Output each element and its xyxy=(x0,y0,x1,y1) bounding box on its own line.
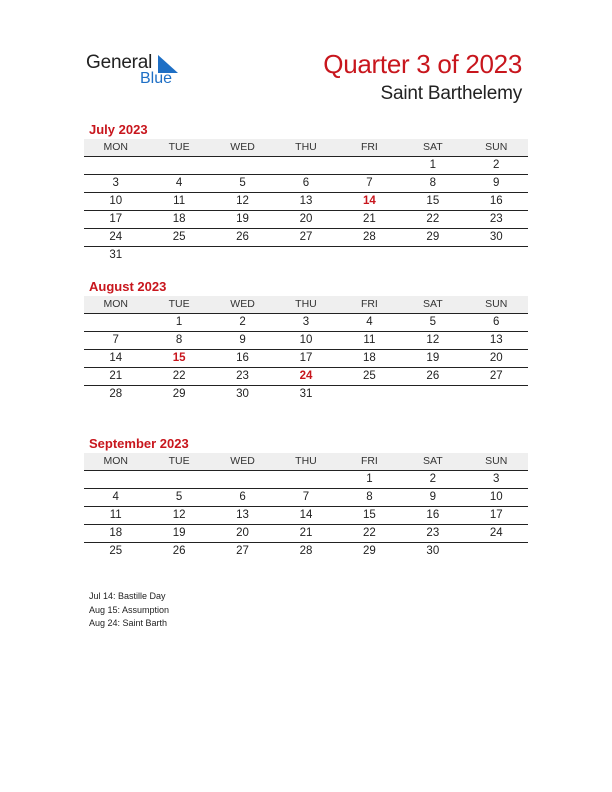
logo-text-general: General xyxy=(86,52,153,73)
week-row xyxy=(84,157,528,175)
day-cell: 5 xyxy=(429,316,437,328)
day-cell: 9 xyxy=(429,491,437,503)
month-name: August 2023 xyxy=(89,279,167,294)
week-row xyxy=(84,332,528,350)
day-cell xyxy=(465,247,528,264)
day-cell: 28 xyxy=(109,388,123,400)
holiday-notes xyxy=(89,590,169,631)
day-cell: 18 xyxy=(363,352,376,364)
day-cell xyxy=(401,386,464,403)
day-cell: 15 xyxy=(426,195,440,207)
weekday-label: SAT xyxy=(422,455,443,467)
day-cell: 12 xyxy=(236,195,249,207)
holiday-note: Aug 15: Assumption xyxy=(89,604,170,615)
day-cell: 26 xyxy=(172,545,186,557)
day-cell: 1 xyxy=(429,159,437,171)
day-cell: 13 xyxy=(489,334,503,346)
day-cell: 1 xyxy=(175,316,183,328)
day-cell xyxy=(147,157,210,174)
week-row xyxy=(84,247,528,264)
day-cell: 16 xyxy=(426,509,440,521)
day-cell: 10 xyxy=(299,334,313,346)
page-title: Quarter 3 of 2023 xyxy=(323,49,522,79)
holiday-note: Aug 24: Saint Barth xyxy=(89,618,168,628)
day-cell: 7 xyxy=(112,334,119,346)
week-row xyxy=(84,525,528,543)
week-row xyxy=(84,229,528,247)
day-cell: 12 xyxy=(172,509,186,521)
page-subtitle: Saint Barthelemy xyxy=(380,83,522,104)
day-cell: 14 xyxy=(299,509,313,521)
month-september xyxy=(84,435,528,560)
week-row xyxy=(84,368,528,386)
day-cell xyxy=(211,157,274,174)
generalblue-logo xyxy=(86,50,196,90)
day-cell: 19 xyxy=(236,213,249,225)
weekday-label: SAT xyxy=(422,141,443,153)
day-cell: 2 xyxy=(493,159,500,171)
week-row xyxy=(84,350,528,368)
day-cell: 10 xyxy=(109,195,123,207)
day-cell: 29 xyxy=(172,388,186,400)
day-cell: 6 xyxy=(302,177,310,189)
weekday-label: FRI xyxy=(360,141,378,153)
day-cell: 24 xyxy=(489,527,503,539)
day-cell: 20 xyxy=(236,527,249,539)
weekday-label: FRI xyxy=(360,455,378,467)
holiday-day-cell: 14 xyxy=(363,195,376,207)
day-cell: 4 xyxy=(112,491,119,503)
weekday-label: THU xyxy=(295,141,317,153)
week-row xyxy=(84,211,528,229)
day-cell: 27 xyxy=(236,545,249,557)
day-cell xyxy=(274,471,337,488)
day-cell: 23 xyxy=(236,370,249,382)
day-cell xyxy=(84,471,147,488)
day-cell xyxy=(211,247,274,264)
day-cell: 25 xyxy=(172,231,186,243)
weekday-label: MON xyxy=(103,455,128,467)
week-row xyxy=(84,507,528,525)
day-cell: 28 xyxy=(299,545,313,557)
month-july xyxy=(84,121,528,264)
day-cell: 18 xyxy=(172,213,186,225)
day-cell xyxy=(401,247,464,264)
day-cell: 7 xyxy=(302,491,310,503)
weekday-label: TUE xyxy=(168,141,190,153)
holiday-day-cell: 15 xyxy=(172,352,186,364)
weekday-label: WED xyxy=(230,141,255,153)
weekday-label: SUN xyxy=(485,141,508,153)
holiday-note: Jul 14: Bastille Day xyxy=(89,591,166,601)
day-cell: 9 xyxy=(493,177,500,189)
weekday-label: TUE xyxy=(168,298,190,310)
day-cell: 8 xyxy=(429,177,437,189)
day-cell: 22 xyxy=(172,370,186,382)
day-cell xyxy=(338,386,401,403)
day-cell: 30 xyxy=(236,388,249,400)
weekday-label: WED xyxy=(230,455,255,467)
day-cell: 17 xyxy=(299,352,313,364)
month-august xyxy=(84,278,528,403)
day-cell: 15 xyxy=(363,509,376,521)
day-cell: 31 xyxy=(299,388,313,400)
day-cell: 3 xyxy=(302,316,310,328)
week-row xyxy=(84,543,528,560)
day-cell: 25 xyxy=(363,370,376,382)
day-cell: 19 xyxy=(426,352,440,364)
day-cell: 21 xyxy=(299,527,313,539)
day-cell: 25 xyxy=(109,545,123,557)
weekday-label: THU xyxy=(295,455,317,467)
weekday-header-row xyxy=(84,139,528,157)
day-cell: 16 xyxy=(489,195,503,207)
day-cell xyxy=(274,157,337,174)
logo-text-blue: Blue xyxy=(140,70,173,87)
day-cell: 19 xyxy=(172,527,186,539)
weekday-label: TUE xyxy=(168,455,190,467)
weekday-label: MON xyxy=(103,298,128,310)
weekday-label: WED xyxy=(230,298,255,310)
day-cell: 3 xyxy=(112,177,119,189)
day-cell: 22 xyxy=(426,213,440,225)
day-cell: 10 xyxy=(489,491,503,503)
day-cell: 31 xyxy=(109,249,123,261)
day-cell: 8 xyxy=(366,491,373,503)
day-cell: 21 xyxy=(109,370,123,382)
day-cell xyxy=(465,543,528,560)
day-cell: 2 xyxy=(239,316,246,328)
day-cell: 5 xyxy=(175,491,183,503)
holiday-day-cell: 24 xyxy=(299,370,313,382)
month-name: September 2023 xyxy=(89,436,189,451)
day-cell: 27 xyxy=(489,370,503,382)
week-row xyxy=(84,193,528,211)
day-cell xyxy=(84,157,147,174)
week-row xyxy=(84,386,528,403)
day-cell: 20 xyxy=(489,352,503,364)
day-cell: 7 xyxy=(366,177,373,189)
week-row xyxy=(84,175,528,193)
day-cell: 11 xyxy=(109,509,122,521)
day-cell: 17 xyxy=(109,213,123,225)
weekday-header-row xyxy=(84,296,528,314)
day-cell: 13 xyxy=(299,195,313,207)
weekday-label: SUN xyxy=(485,455,508,467)
day-cell xyxy=(84,314,147,331)
day-cell: 13 xyxy=(236,509,249,521)
day-cell: 9 xyxy=(239,334,246,346)
day-cell: 28 xyxy=(363,231,376,243)
day-cell: 3 xyxy=(493,473,500,485)
day-cell: 6 xyxy=(493,316,500,328)
day-cell: 29 xyxy=(426,231,440,243)
day-cell: 29 xyxy=(363,545,376,557)
day-cell: 23 xyxy=(426,527,440,539)
weekday-label: THU xyxy=(295,298,317,310)
day-cell: 30 xyxy=(489,231,503,243)
day-cell: 18 xyxy=(109,527,123,539)
day-cell: 12 xyxy=(426,334,440,346)
weekday-label: MON xyxy=(103,141,128,153)
day-cell: 21 xyxy=(363,213,376,225)
day-cell xyxy=(147,247,210,264)
week-row xyxy=(84,489,528,507)
day-cell: 8 xyxy=(175,334,183,346)
day-cell: 30 xyxy=(426,545,440,557)
day-cell xyxy=(147,471,210,488)
day-cell: 11 xyxy=(173,195,186,207)
day-cell: 2 xyxy=(429,473,437,485)
weekday-label: SAT xyxy=(422,298,443,310)
day-cell: 16 xyxy=(236,352,249,364)
day-cell: 5 xyxy=(239,177,246,189)
week-row xyxy=(84,471,528,489)
weekday-label: FRI xyxy=(360,298,378,310)
day-cell: 4 xyxy=(175,177,183,189)
day-cell: 24 xyxy=(109,231,123,243)
day-cell: 26 xyxy=(236,231,249,243)
day-cell: 17 xyxy=(489,509,503,521)
day-cell: 11 xyxy=(363,334,376,346)
weekday-header-row xyxy=(84,453,528,471)
day-cell: 26 xyxy=(426,370,440,382)
day-cell xyxy=(338,157,401,174)
day-cell: 1 xyxy=(366,473,373,485)
day-cell xyxy=(465,386,528,403)
day-cell: 23 xyxy=(489,213,503,225)
day-cell xyxy=(274,247,337,264)
day-cell: 14 xyxy=(109,352,123,364)
month-name: July 2023 xyxy=(89,122,148,137)
day-cell: 27 xyxy=(299,231,313,243)
day-cell: 4 xyxy=(366,316,373,328)
week-row xyxy=(84,314,528,332)
day-cell: 6 xyxy=(239,491,246,503)
day-cell xyxy=(211,471,274,488)
weekday-label: SUN xyxy=(485,298,508,310)
day-cell: 22 xyxy=(363,527,376,539)
day-cell xyxy=(338,247,401,264)
day-cell: 20 xyxy=(299,213,313,225)
